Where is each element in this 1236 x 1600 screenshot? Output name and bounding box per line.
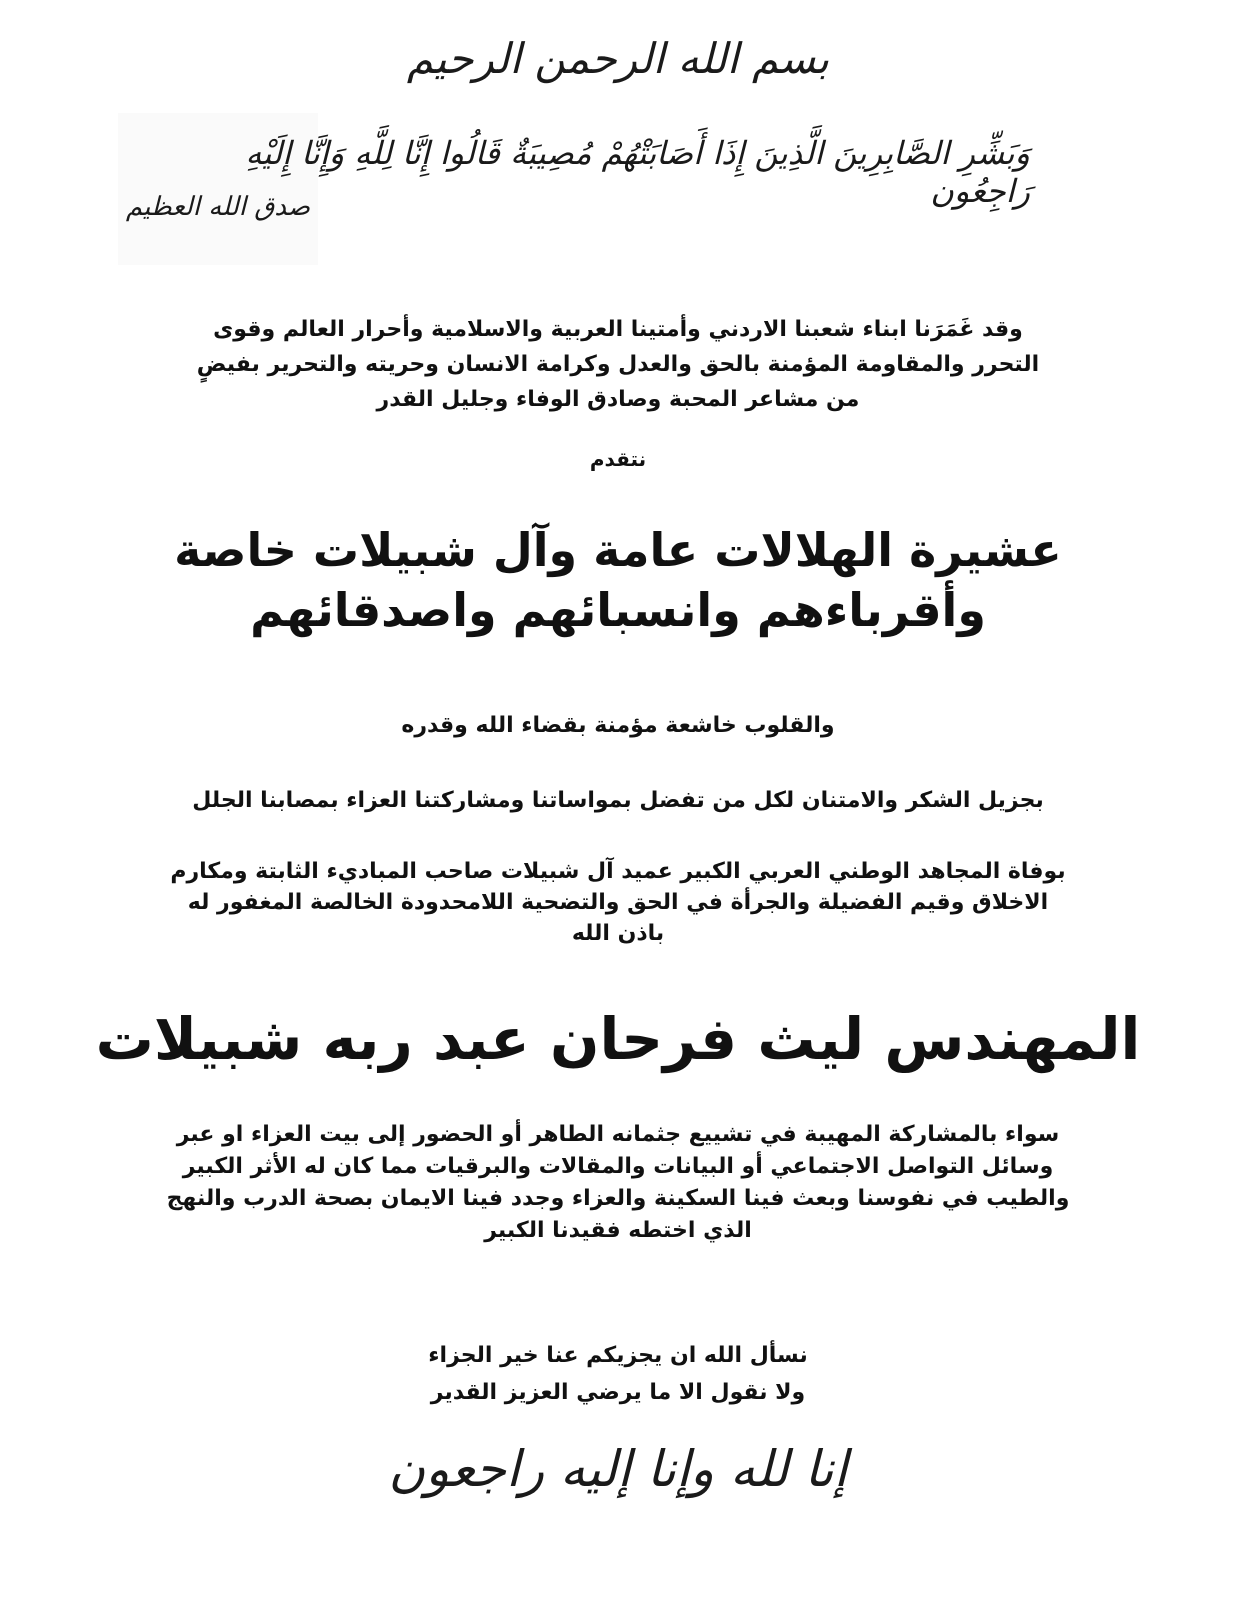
quran-verse: وَبَشِّرِ الصَّابِرِينَ الَّذِينَ إِذَا أَصَابَتْهُمْ مُصِيبَةٌ قَالُوا إِنَّا لِلَّهِ وَإِنَّا إِلَيْهِ رَاجِعُون	[245, 134, 1030, 210]
participation-paragraph	[0, 1119, 1236, 1247]
prayer-line-2: ولا نقول الا ما يرضي العزيز القدير	[430, 1380, 806, 1405]
prayer-block	[0, 1337, 1236, 1411]
natqaddam-text: نتقدم	[589, 447, 647, 471]
participation-line: سواء بالمشاركة المهيبة في تشييع جثمانه الطاهر أو الحضور إلى بيت العزاء او عبر	[176, 1122, 1060, 1147]
tribe-line-1: عشيرة الهلالات عامة وآل شبيلات خاصة	[174, 523, 1062, 577]
passing-line: باذن الله	[571, 921, 665, 946]
hearts-line: والقلوب خاشعة مؤمنة بقضاء الله وقدره	[401, 713, 835, 738]
closing-calligraphy: إنا لله وإنا إليه راجعون	[388, 1440, 848, 1498]
passing-line: الاخلاق وقيم الفضيلة والجرأة في الحق والتضحية اللامحدودة الخالصة المغفور له	[187, 890, 1049, 915]
tribe-heading	[0, 520, 1236, 640]
participation-line: وسائل التواصل الاجتماعي أو البيانات والمقالات والبرقيات مما كان له الأثر الكبير	[182, 1154, 1054, 1179]
passing-paragraph	[0, 856, 1236, 949]
sadaqa-calligraphy: صدق الله العظيم	[125, 192, 311, 222]
intro-line: من مشاعر المحبة وصادق الوفاء وجليل القدر	[376, 387, 860, 412]
prayer-line-1: نسأل الله ان يجزيكم عنا خير الجزاء	[428, 1343, 808, 1368]
deceased-name: المهندس ليث فرحان عبد ربه شبيلات	[95, 1005, 1141, 1073]
intro-line: التحرر والمقاومة المؤمنة بالحق والعدل وكرامة الانسان وحريته والتحرير بفيضٍ	[196, 352, 1040, 377]
intro-line: وقد غَمَرَنا ابناء شعبنا الاردني وأمتينا العربية والاسلامية وأحرار العالم وقوى	[213, 317, 1023, 342]
intro-paragraph	[0, 312, 1236, 417]
tribe-line-2: وأقرباءهم وانسبائهم واصدقائهم	[250, 583, 986, 637]
passing-line: بوفاة المجاهد الوطني العربي الكبير عميد آل شبيلات صاحب المباديء الثابتة ومكارم	[170, 859, 1066, 884]
participation-line: والطيب في نفوسنا وبعث فينا السكينة والعزاء وجدد فينا الايمان بصحة الدرب والنهج	[166, 1186, 1070, 1211]
participation-line: الذي اختطه فقيدنا الكبير	[484, 1218, 752, 1243]
thanks-line: بجزيل الشكر والامتنان لكل من تفضل بمواساتنا ومشاركتنا العزاء بمصابنا الجلل	[192, 788, 1044, 813]
basmala-calligraphy: بسم الله الرحمن الرحيم	[406, 34, 830, 83]
